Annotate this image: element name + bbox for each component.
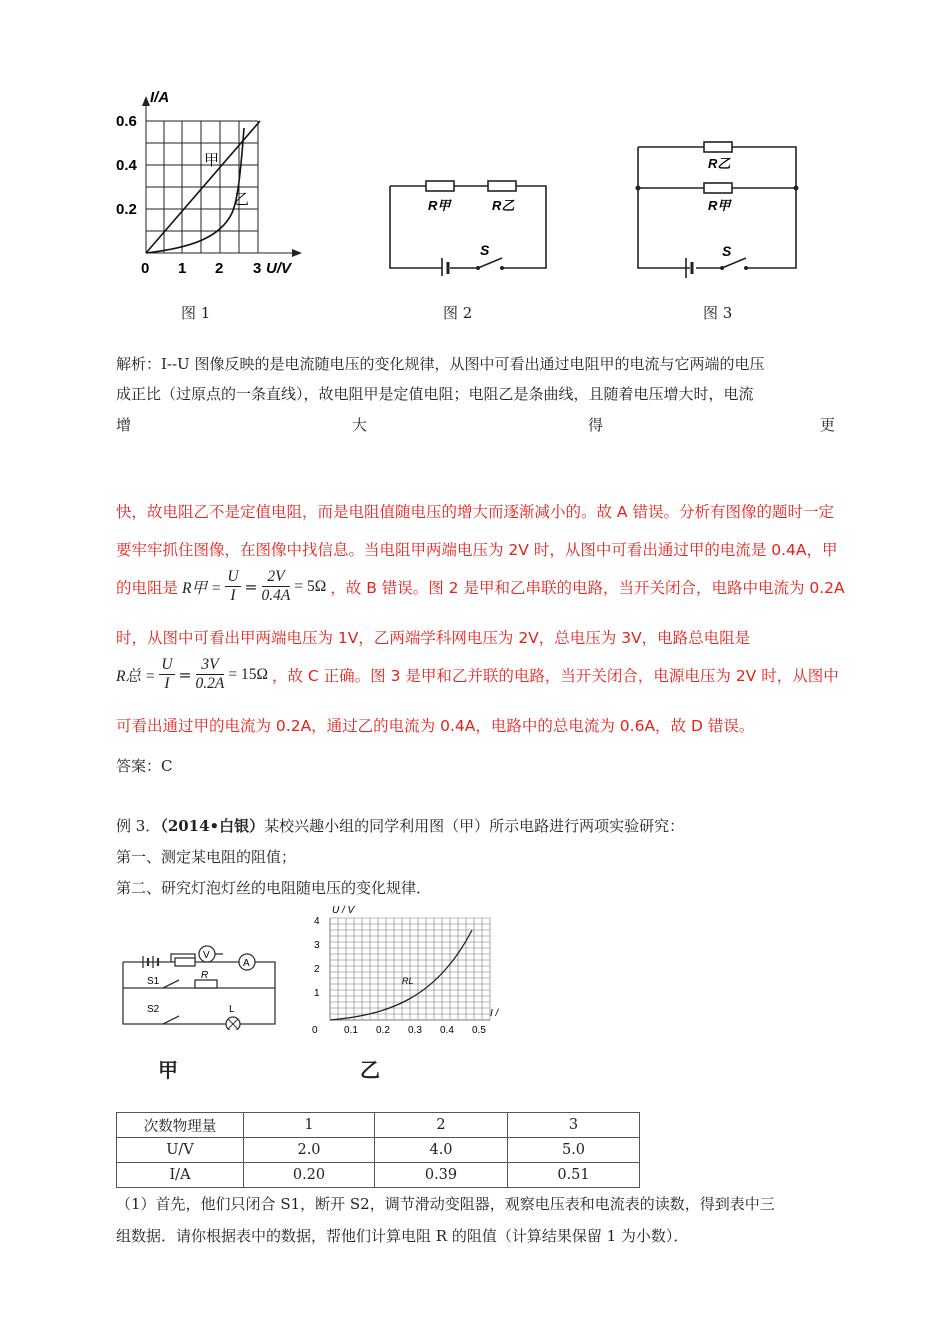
red-text: 的电阻是: [116, 578, 179, 597]
x-tick: 0.4: [440, 1025, 454, 1036]
fraction-denominator: I: [164, 675, 170, 692]
example-title: [116, 814, 684, 838]
y-axis-label: I/A: [150, 89, 170, 106]
y-tick-0-4: 0.4: [116, 157, 137, 174]
switch-s1-label: S1: [147, 976, 160, 987]
example-source: （2014•白银）: [160, 817, 265, 835]
formula-fraction: [196, 656, 225, 693]
y-tick: 1: [314, 988, 320, 999]
red-line-1: 快，故电阻乙不是定值电阻，而是电阻值随电压的增大而逐渐减小的。故 A 错误。分析有图像的题时一定: [116, 503, 834, 521]
r-yi-label: R乙: [492, 198, 515, 213]
formula-lhs: R甲 =: [182, 579, 222, 597]
formula-result: = 5Ω: [294, 577, 327, 595]
table-header-cell: 1: [244, 1113, 375, 1138]
table-row: [117, 1138, 640, 1163]
fraction-denominator: 0.4A: [261, 587, 291, 604]
x-tick: 0.5: [472, 1025, 486, 1036]
example-number: 例 3．: [116, 817, 161, 835]
table-cell: 2.0: [244, 1138, 375, 1163]
formula-fraction: [159, 656, 174, 693]
table-cell: 5.0: [508, 1138, 640, 1163]
table-row: [117, 1163, 640, 1188]
red-line-6: 可看出通过甲的电流为 0.2A，通过乙的电流为 0.4A，电路中的总电流为 0.6A，故 D 错误。: [116, 717, 755, 735]
analysis-word: 得: [588, 416, 604, 434]
fraction-denominator: 0.2A: [195, 675, 225, 692]
analysis-line-1: 解析：I--U 图像反映的是电流随电压的变化规律，从图中可看出通过电阻甲的电流与它两端的电压: [116, 355, 765, 373]
table-cell: 4.0: [375, 1138, 508, 1163]
figure-2-circuit: [380, 172, 555, 277]
equals-sign: =: [178, 665, 192, 684]
r-jia-label: R甲: [428, 198, 451, 213]
curve-yi: [146, 128, 244, 253]
red-line-2: 要牢牢抓住图像，在图像中找信息。当电阻甲两端电压为 2V 时，从图中可看出通过甲的电流是 0.4A，甲: [116, 541, 838, 559]
figure-1-caption: 图 1: [181, 304, 211, 322]
fraction-numerator: 2V: [262, 568, 291, 587]
curve-label: RL: [402, 976, 414, 986]
lamp-l-label: L: [229, 1004, 235, 1015]
table-cell: I/A: [117, 1163, 244, 1188]
curve-rl: [330, 930, 472, 1020]
x-tick-3: 3: [253, 260, 262, 277]
example-item-1: 第一、测定某电阻的阻值；: [116, 848, 297, 866]
curve-jia-label: 甲: [204, 152, 220, 169]
answer: 答案：C: [116, 757, 173, 775]
x-axis-label: U/V: [266, 260, 292, 277]
figure-3-caption: 图 3: [703, 304, 733, 322]
r-jia-label: R甲: [708, 198, 731, 213]
table-header-cell: 2: [375, 1113, 508, 1138]
formula-fraction: [225, 568, 240, 605]
formula-lhs: R总 =: [116, 667, 156, 685]
switch-s-label: S: [722, 243, 732, 259]
x-tick-0: 0: [141, 260, 150, 277]
y-tick: 4: [314, 916, 320, 927]
analysis-word: 增: [116, 416, 132, 434]
x-tick-2: 2: [215, 260, 224, 277]
voltmeter-label: V: [203, 950, 210, 961]
example-text: 某校兴趣小组的同学利用图（甲）所示电路进行两项实验研究：: [264, 817, 685, 835]
x-tick: 0: [312, 1025, 318, 1036]
figure-1-graph: [110, 88, 320, 288]
figure-yi-label: 乙: [360, 1058, 380, 1082]
y-tick: 2: [314, 964, 320, 975]
r-yi-label: R乙: [708, 156, 731, 171]
red-line-3: [116, 568, 845, 605]
y-tick-0-6: 0.6: [116, 113, 137, 130]
switch-s2-label: S2: [147, 1004, 160, 1015]
x-axis-label: I /: [490, 1008, 499, 1019]
fraction-denominator: I: [230, 587, 236, 604]
table-header-cell: 3: [508, 1113, 640, 1138]
resistor-r-label: R: [201, 970, 209, 981]
y-tick: 3: [314, 940, 320, 951]
table-cell: 0.39: [375, 1163, 508, 1188]
x-tick: 0.1: [344, 1025, 358, 1036]
table-cell: 0.20: [244, 1163, 375, 1188]
red-text: ，故 B 错误。图 2 是甲和乙串联的电路，当开关闭合，电路中电流为 0.2A: [330, 578, 845, 597]
x-tick-1: 1: [178, 260, 187, 277]
table-header-cell: 次数物理量: [117, 1113, 244, 1138]
red-line-4: 时，从图中可看出甲两端电压为 1V，乙两端学科网电压为 2V，总电压为 3V，电路总电阻是: [116, 629, 751, 647]
fraction-numerator: 3V: [196, 656, 225, 675]
switch-s-label: S: [480, 242, 490, 258]
y-axis-label: U / V: [332, 905, 355, 916]
fraction-numerator: U: [161, 656, 173, 673]
question-1-line-1: （1）首先，他们只闭合 S1，断开 S2，调节滑动变阻器，观察电压表和电流表的读数，得到表中三: [116, 1195, 775, 1213]
fraction-numerator: U: [227, 568, 239, 585]
analysis-line-2: 成正比（过原点的一条直线），故电阻甲是定值电阻；电阻乙是条曲线，且随着电压增大时，电流: [116, 385, 754, 403]
x-tick: 0.3: [408, 1025, 422, 1036]
figure-2-caption: 图 2: [443, 304, 473, 322]
red-line-5: [116, 656, 839, 693]
circuit-jia: [115, 940, 285, 1030]
data-table: [116, 1112, 640, 1188]
question-1-line-2: 组数据．请你根据表中的数据，帮他们计算电阻 R 的阻值（计算结果保留 1 为小数）．: [116, 1227, 689, 1245]
analysis-word: 大: [352, 416, 368, 434]
graph-yi: [306, 900, 506, 1040]
formula-fraction: [262, 568, 291, 605]
figure-jia-label: 甲: [158, 1058, 178, 1082]
analysis-word: 更: [820, 416, 836, 434]
equals-sign: =: [244, 577, 258, 596]
figure-3-circuit: [628, 138, 806, 278]
curve-yi-label: 乙: [234, 191, 250, 208]
y-tick-0-2: 0.2: [116, 201, 137, 218]
formula-result: = 15Ω: [228, 665, 268, 683]
red-text: ，故 C 正确。图 3 是甲和乙并联的电路，当开关闭合，电源电压为 2V 时，从图中: [272, 666, 839, 685]
x-tick: 0.2: [376, 1025, 390, 1036]
table-cell: 0.51: [508, 1163, 640, 1188]
table-header-row: [117, 1113, 640, 1138]
ammeter-label: A: [243, 958, 250, 969]
table-cell: U/V: [117, 1138, 244, 1163]
example-item-2: 第二、研究灯泡灯丝的电阻随电压的变化规律．: [116, 879, 432, 897]
